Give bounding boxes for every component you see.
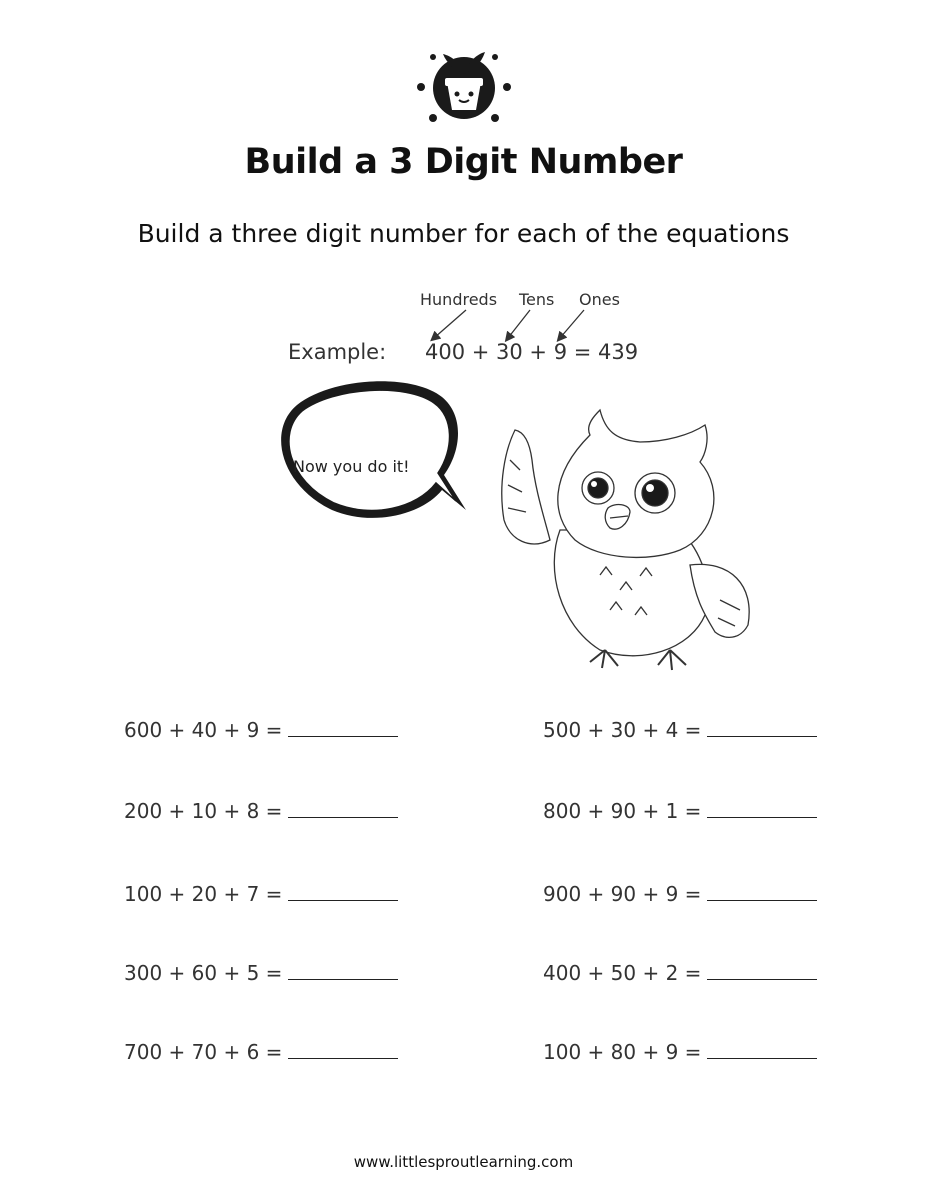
answer-blank[interactable]	[707, 882, 817, 901]
equation-left-5	[124, 1040, 398, 1064]
equation-text: 400 + 50 + 2 =	[543, 961, 702, 985]
answer-blank[interactable]	[707, 718, 817, 737]
equation-text: 800 + 90 + 1 =	[543, 799, 702, 823]
equation-text: 700 + 70 + 6 =	[124, 1040, 283, 1064]
equation-right-3	[543, 882, 817, 906]
page-title: Build a 3 Digit Number	[244, 142, 683, 182]
ones-label: Ones	[579, 290, 620, 309]
sprout-pot-logo-icon	[413, 40, 515, 130]
equation-text: 900 + 90 + 9 =	[543, 882, 702, 906]
answer-blank[interactable]	[288, 718, 398, 737]
answer-blank[interactable]	[288, 1040, 398, 1059]
equation-right-1	[543, 718, 817, 742]
tens-label: Tens	[519, 290, 555, 309]
equation-left-2	[124, 799, 398, 823]
equation-text: 200 + 10 + 8 =	[124, 799, 283, 823]
equation-right-5	[543, 1040, 817, 1064]
speech-bubble-icon	[272, 375, 472, 530]
equation-left-4	[124, 961, 398, 985]
answer-blank[interactable]	[288, 882, 398, 901]
hundreds-label: Hundreds	[420, 290, 498, 309]
footer-url: www.littlesproutlearning.com	[353, 1153, 574, 1171]
equation-right-2	[543, 799, 817, 823]
equation-text: 300 + 60 + 5 =	[124, 961, 283, 985]
equation-text: 100 + 20 + 7 =	[124, 882, 283, 906]
answer-blank[interactable]	[707, 961, 817, 980]
page-subtitle: Build a three digit number for each of the equations	[137, 219, 790, 248]
equation-text: 600 + 40 + 9 =	[124, 718, 283, 742]
equation-left-3	[124, 882, 398, 906]
example-equation: 400 + 30 + 9 = 439	[425, 340, 639, 364]
answer-blank[interactable]	[288, 961, 398, 980]
answer-blank[interactable]	[707, 799, 817, 818]
answer-blank[interactable]	[707, 1040, 817, 1059]
equation-text: 100 + 80 + 9 =	[543, 1040, 702, 1064]
speech-bubble-text: Now you do it!	[293, 457, 410, 476]
equation-left-1	[124, 718, 398, 742]
owl-pointing-icon	[490, 400, 760, 690]
equation-text: 500 + 30 + 4 =	[543, 718, 702, 742]
answer-blank[interactable]	[288, 799, 398, 818]
equation-right-4	[543, 961, 817, 985]
example-label: Example:	[288, 340, 387, 364]
